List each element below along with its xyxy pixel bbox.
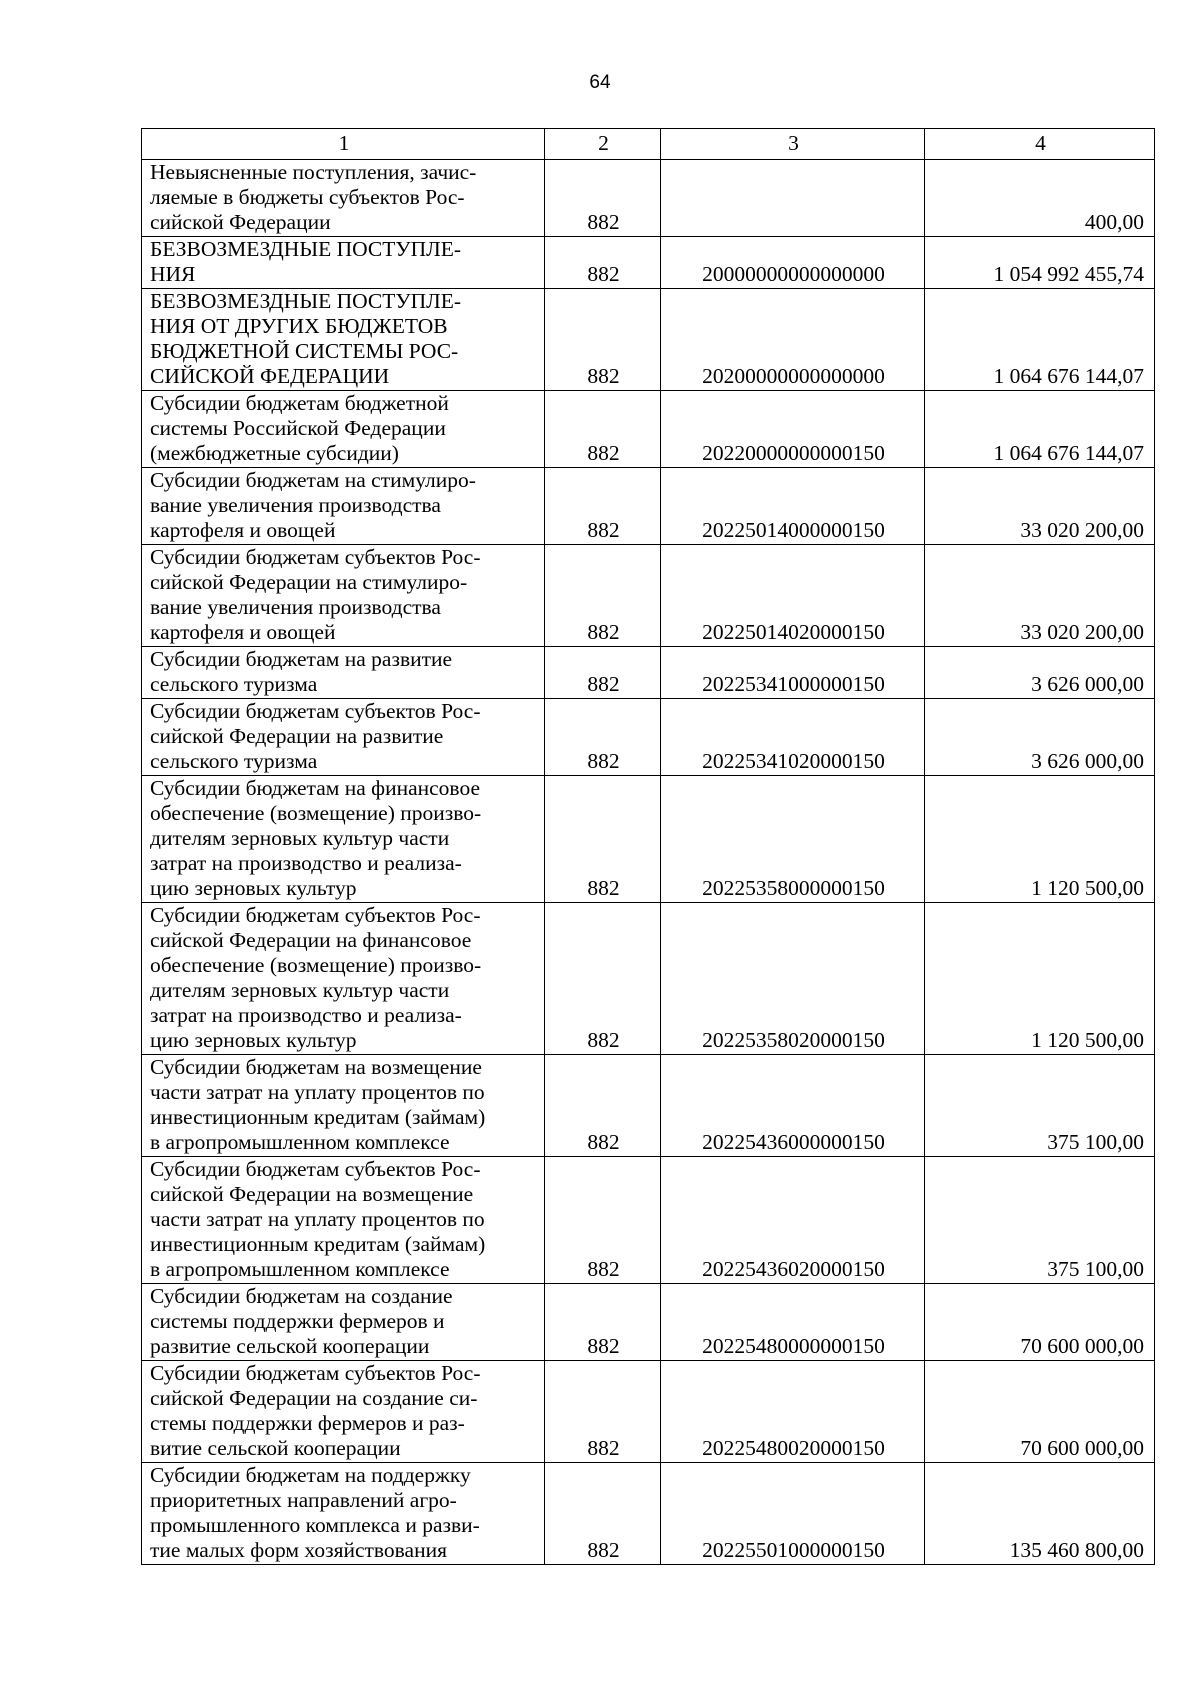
table-row [142, 391, 1155, 468]
row-amount: 1 064 676 144,07 [925, 289, 1155, 391]
table-row [142, 776, 1155, 903]
row-budget-code: 20225480000000150 [661, 1284, 925, 1361]
row-budget-code: 20225436020000150 [661, 1157, 925, 1284]
row-admin-code: 882 [545, 237, 661, 289]
column-header-2: 2 [545, 129, 661, 160]
row-name: Субсидии бюджетам субъектов Рос- сийской Федерации на финансовое обеспечение (возмещение) произво- дителям зерновых культур части затрат на производство и реализа- цию зерновых культур [142, 903, 545, 1055]
row-amount: 1 120 500,00 [925, 903, 1155, 1055]
table-body [142, 160, 1155, 1565]
row-admin-code: 882 [545, 1284, 661, 1361]
row-admin-code: 882 [545, 289, 661, 391]
row-amount: 3 626 000,00 [925, 699, 1155, 776]
row-name: Субсидии бюджетам субъектов Рос- сийской Федерации на развитие сельского туризма [142, 699, 545, 776]
table-row [142, 1055, 1155, 1157]
table-row [142, 1361, 1155, 1463]
row-budget-code: 20225341000000150 [661, 647, 925, 699]
row-admin-code: 882 [545, 647, 661, 699]
row-name: Субсидии бюджетам на поддержку приоритетных направлений агро- промышленного комплекса и разви- тие малых форм хозяйствования [142, 1463, 545, 1565]
row-name: БЕЗВОЗМЕЗДНЫЕ ПОСТУПЛЕ- НИЯ ОТ ДРУГИХ БЮДЖЕТОВ БЮДЖЕТНОЙ СИСТЕМЫ РОС- СИЙСКОЙ ФЕДЕРАЦИИ [142, 289, 545, 391]
row-name: Субсидии бюджетам на создание системы поддержки фермеров и развитие сельской кооперации [142, 1284, 545, 1361]
column-header-4: 4 [925, 129, 1155, 160]
row-budget-code: 20200000000000000 [661, 289, 925, 391]
row-name: БЕЗВОЗМЕЗДНЫЕ ПОСТУПЛЕ- НИЯ [142, 237, 545, 289]
row-amount: 3 626 000,00 [925, 647, 1155, 699]
row-amount: 375 100,00 [925, 1157, 1155, 1284]
row-amount: 70 600 000,00 [925, 1284, 1155, 1361]
table-row [142, 903, 1155, 1055]
row-amount: 33 020 200,00 [925, 545, 1155, 647]
row-amount: 135 460 800,00 [925, 1463, 1155, 1565]
row-amount: 1 120 500,00 [925, 776, 1155, 903]
row-budget-code: 20225358020000150 [661, 903, 925, 1055]
column-header-1: 1 [142, 129, 545, 160]
row-budget-code: 20225480020000150 [661, 1361, 925, 1463]
row-budget-code: 20225358000000150 [661, 776, 925, 903]
table-row [142, 468, 1155, 545]
row-budget-code: 20225436000000150 [661, 1055, 925, 1157]
row-admin-code: 882 [545, 1157, 661, 1284]
table-row [142, 237, 1155, 289]
row-name: Субсидии бюджетам субъектов Рос- сийской Федерации на создание си- стемы поддержки фермеров и раз- витие сельской кооперации [142, 1361, 545, 1463]
row-budget-code: 20225501000000150 [661, 1463, 925, 1565]
row-admin-code: 882 [545, 468, 661, 545]
row-admin-code: 882 [545, 699, 661, 776]
table-row [142, 1157, 1155, 1284]
row-amount: 1 064 676 144,07 [925, 391, 1155, 468]
row-name: Субсидии бюджетам на возмещение части затрат на уплату процентов по инвестиционным кредитам (займам) в агропромышленном комплексе [142, 1055, 545, 1157]
row-amount: 70 600 000,00 [925, 1361, 1155, 1463]
row-amount: 33 020 200,00 [925, 468, 1155, 545]
table-row [142, 1463, 1155, 1565]
row-amount: 375 100,00 [925, 1055, 1155, 1157]
row-budget-code: 20000000000000000 [661, 237, 925, 289]
row-budget-code: 20225341020000150 [661, 699, 925, 776]
row-admin-code: 882 [545, 160, 661, 237]
row-admin-code: 882 [545, 391, 661, 468]
row-name: Невыясненные поступления, зачис- ляемые в бюджеты субъектов Рос- сийской Федерации [142, 160, 545, 237]
row-name: Субсидии бюджетам бюджетной системы Российской Федерации (межбюджетные субсидии) [142, 391, 545, 468]
row-name: Субсидии бюджетам на финансовое обеспечение (возмещение) произво- дителям зерновых культур части затрат на производство и реализа- цию зерновых культур [142, 776, 545, 903]
row-amount: 400,00 [925, 160, 1155, 237]
table-header-row [142, 129, 1155, 160]
row-admin-code: 882 [545, 1055, 661, 1157]
row-name: Субсидии бюджетам субъектов Рос- сийской Федерации на возмещение части затрат на уплату процентов по инвестиционным кредитам (займам) в агропромышленном комплексе [142, 1157, 545, 1284]
table-row [142, 1284, 1155, 1361]
row-name: Субсидии бюджетам на стимулиро- вание увеличения производства картофеля и овощей [142, 468, 545, 545]
table-row [142, 545, 1155, 647]
budget-table [141, 128, 1155, 1565]
row-admin-code: 882 [545, 545, 661, 647]
row-budget-code: 20225014000000150 [661, 468, 925, 545]
row-budget-code [661, 160, 925, 237]
row-budget-code: 20225014020000150 [661, 545, 925, 647]
row-budget-code: 20220000000000150 [661, 391, 925, 468]
row-admin-code: 882 [545, 903, 661, 1055]
row-admin-code: 882 [545, 1361, 661, 1463]
row-name: Субсидии бюджетам субъектов Рос- сийской Федерации на стимулиро- вание увеличения производства картофеля и овощей [142, 545, 545, 647]
row-admin-code: 882 [545, 776, 661, 903]
table-row [142, 647, 1155, 699]
page-number: 64 [589, 72, 611, 93]
table-row [142, 289, 1155, 391]
row-admin-code: 882 [545, 1463, 661, 1565]
column-header-3: 3 [661, 129, 925, 160]
row-name: Субсидии бюджетам на развитие сельского туризма [142, 647, 545, 699]
table-row [142, 160, 1155, 237]
table-row [142, 699, 1155, 776]
row-amount: 1 054 992 455,74 [925, 237, 1155, 289]
